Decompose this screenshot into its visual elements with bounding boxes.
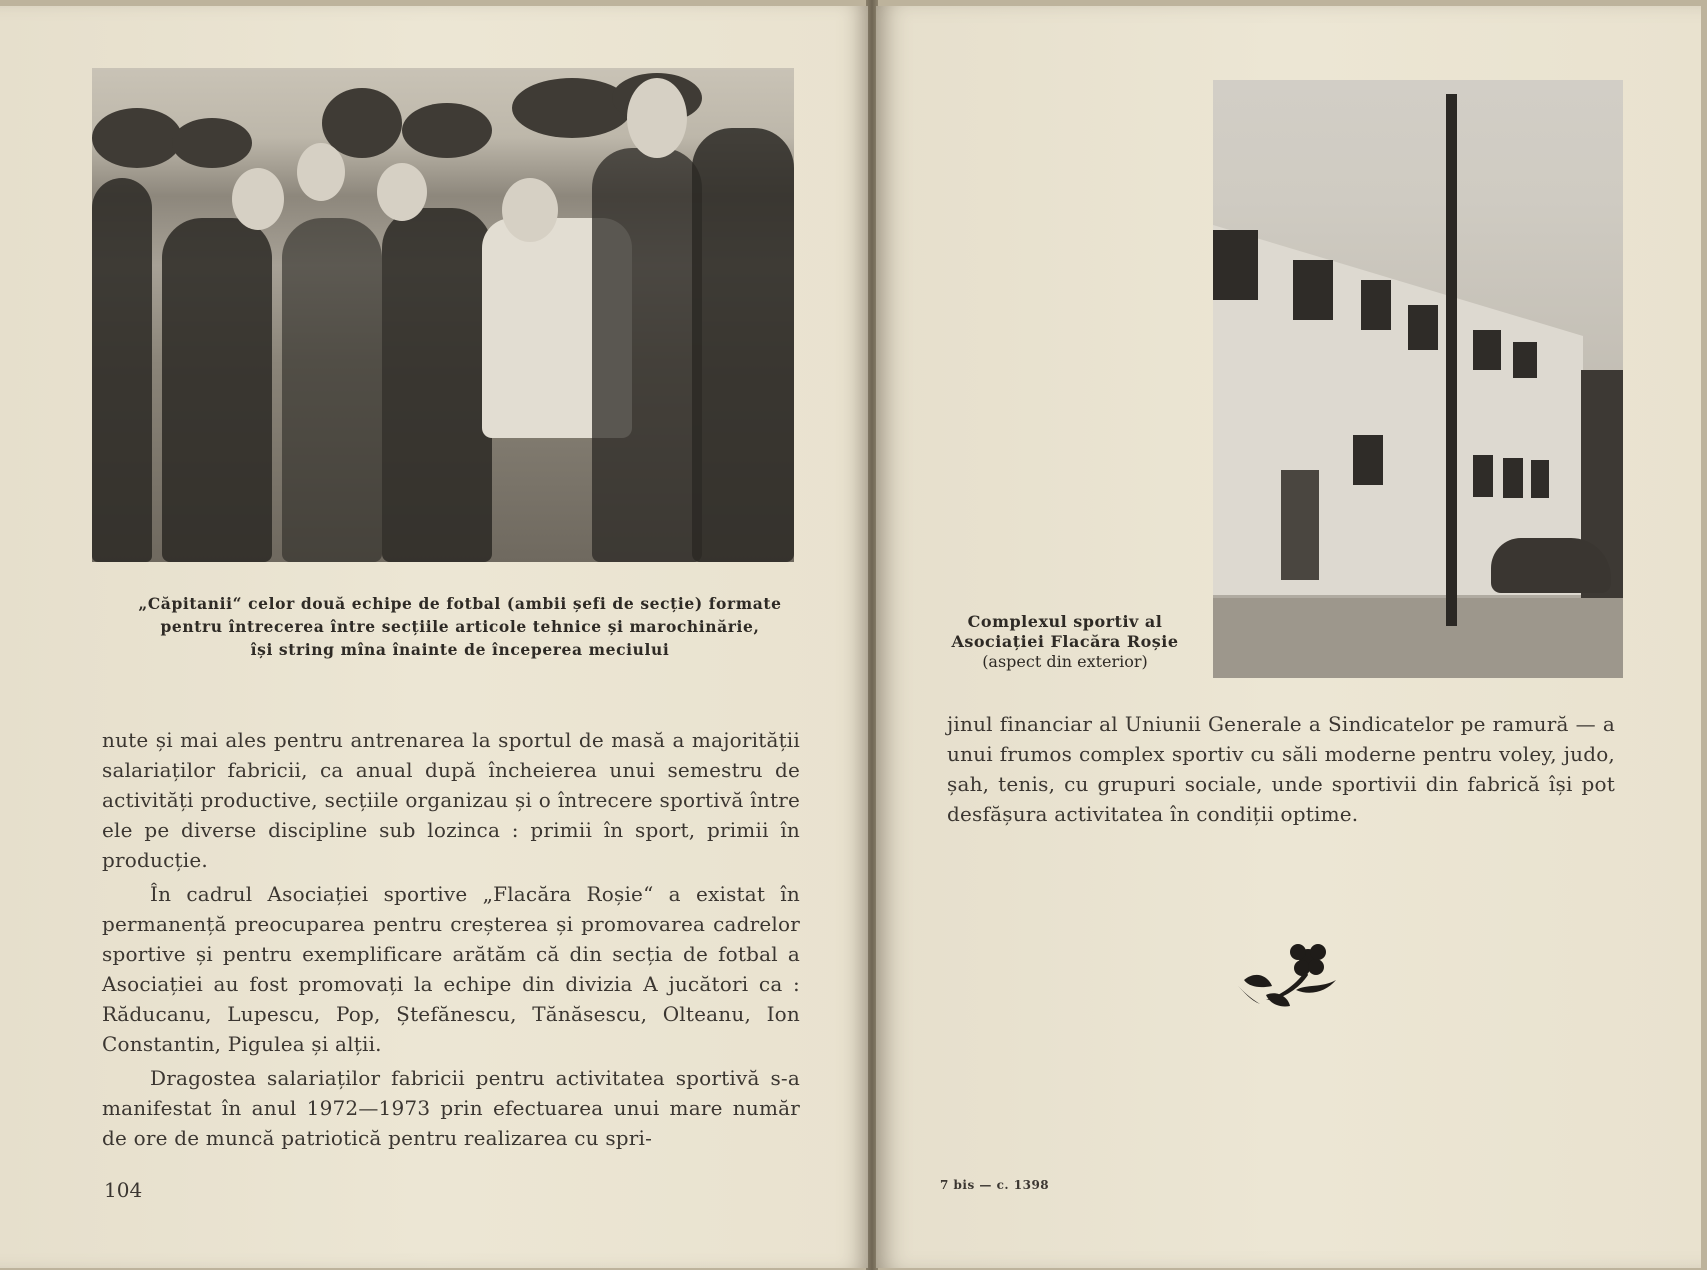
caption-line: Complexul sportiv al <box>967 612 1163 631</box>
caption-line: pentru întrecerea între secțiile articole tehnice și marochinărie, <box>160 617 760 636</box>
football-captains-photo <box>92 68 794 562</box>
paragraph: În cadrul Asociației sportive „Flacăra Roșie“ a existat în permanență preocuparea pentru creșterea și promovarea cadrelor sportive și pentru exemplificare arătăm că din secția de fotbal a Asociației au fost promovați la echipe din divizia A jucători ca : Răducanu, Lupescu, Pop, Ștefănescu, Tănăsescu, Olteanu, Ion Constantin, Pigulea și alții. <box>102 882 800 1056</box>
paragraph: Dragostea salariaților fabricii pentru activitatea sportivă s-a manifestat în anul 1972—1973 prin efectuarea unui mare număr de ore de muncă patriotică pentru realizarea cu spri- <box>102 1066 800 1150</box>
sports-complex-photo <box>1213 80 1623 678</box>
sports-complex-caption <box>945 612 1185 672</box>
caption-line: Asociației Flacăra Roșie <box>951 632 1179 651</box>
paragraph: jinul financiar al Uniunii Generale a Sindicatelor pe ramură — a unui frumos complex sportiv cu săli moderne pentru voley, judo, șah, tenis, cu grupuri sociale, unde sportivii din fabrică își pot desfășura activitatea în condiții optime. <box>947 712 1615 826</box>
caption-line: „Căpitanii“ celor două echipe de fotbal (ambii șefi de secție) formate <box>138 594 782 613</box>
paragraph: nute și mai ales pentru antrenarea la sportul de masă a majorității salariaților fabricii, ca anual după încheierea unui semestru de activități productive, secțiile organizau și o întrecere sportivă între ele pe diverse discipline sub lozinca : primii în sport, primii în producție. <box>102 728 800 872</box>
caption-line: (aspect din exterior) <box>982 652 1148 671</box>
caption-line: își string mîna înainte de începerea meciului <box>250 640 670 659</box>
printer-signature: 7 bis — c. 1398 <box>940 1178 1050 1192</box>
page-number: 104 <box>104 1178 143 1202</box>
right-body-text <box>947 709 1615 829</box>
left-body-text <box>102 725 800 1153</box>
football-photo-caption <box>120 592 800 661</box>
flower-ornament-icon <box>1236 940 1346 1020</box>
